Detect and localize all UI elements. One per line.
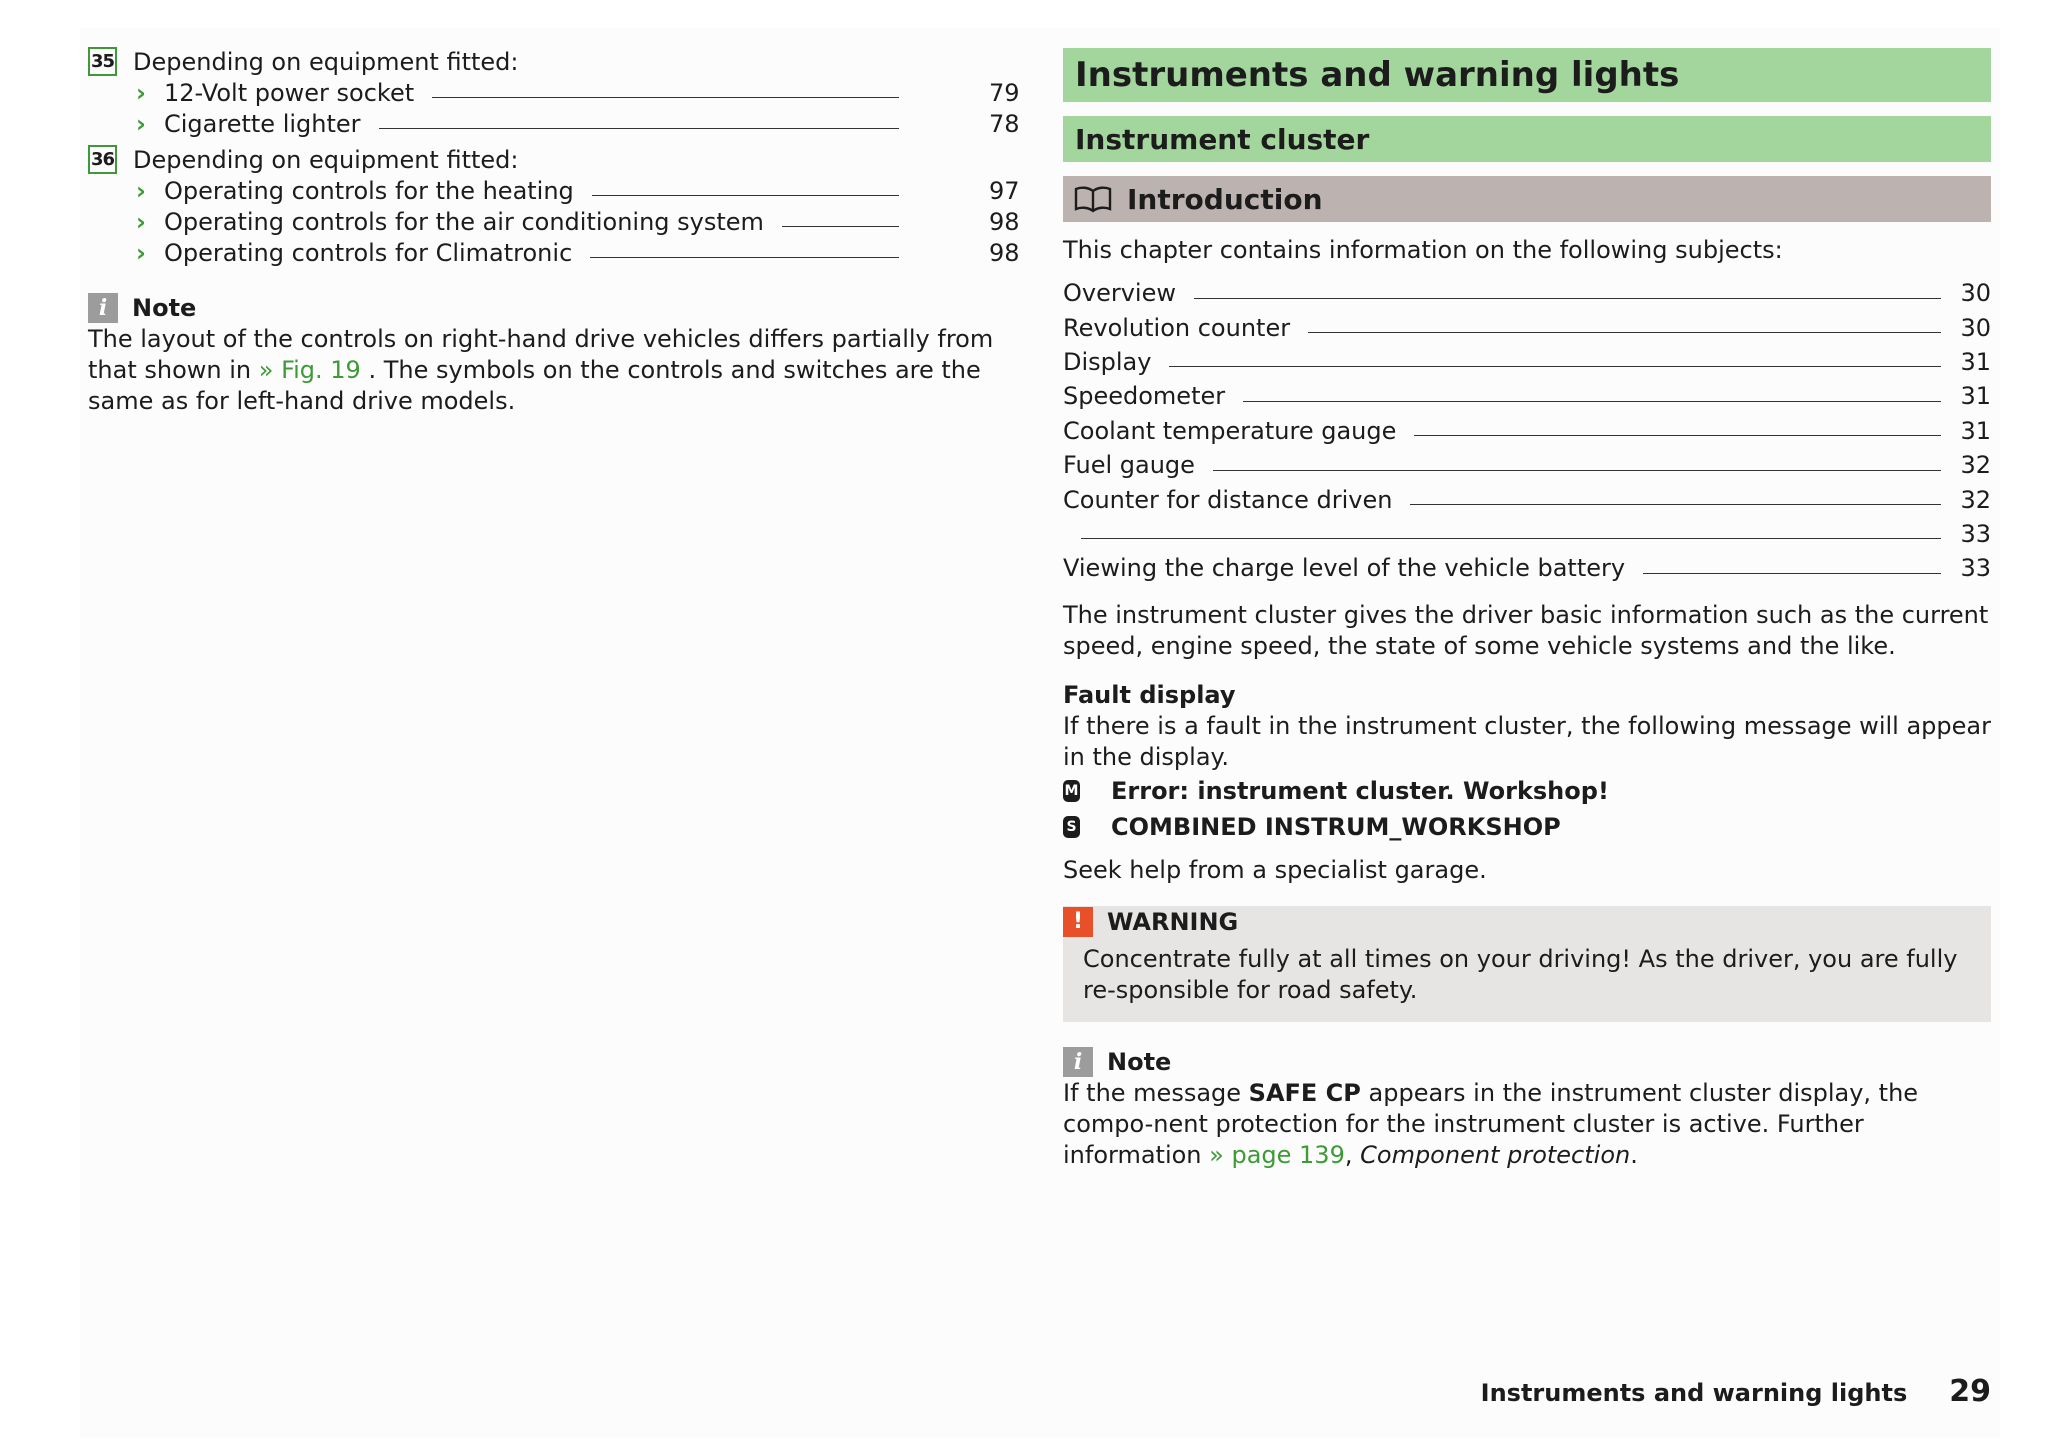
- item-number-badge: 36: [88, 145, 117, 174]
- toc-entry[interactable]: [88, 77, 1020, 108]
- toc-entry[interactable]: [88, 206, 1020, 237]
- warning-text: Concentrate fully at all times on your driving! As the driver, you are fully re-sponsible for road safety.: [1083, 944, 1958, 1004]
- dotted-leader: [1643, 573, 1941, 574]
- note-text: The layout of the controls on right-hand drive vehicles differs partially from that shown in » Fig. 19 . The symbols on the controls and switches are the same as for left-hand drive models.: [88, 325, 994, 415]
- fault-display-text: If there is a fault in the instrument cluster, the following message will appear in the display.: [1063, 711, 1991, 771]
- toc-entry-page: 78: [989, 109, 1020, 138]
- toc-entry-label: Operating controls for the air conditioning system: [164, 207, 764, 236]
- toc-entry-label: Cigarette lighter: [164, 109, 361, 138]
- page-number: 29: [1949, 1374, 1991, 1409]
- chevron-right-icon: ›: [136, 176, 146, 205]
- item-text: Depending on equipment fitted:: [133, 47, 519, 76]
- open-book-icon: [1073, 185, 1113, 213]
- dotted-leader: [379, 128, 899, 129]
- section-title: Instrument cluster: [1063, 116, 1991, 162]
- safe-cp-label: SAFE CP: [1248, 1078, 1361, 1107]
- toc-entry[interactable]: [88, 237, 1020, 268]
- note-heading: [1063, 1046, 1991, 1078]
- toc-entry[interactable]: Overview 30: [1063, 279, 1991, 308]
- dotted-leader: [1410, 504, 1941, 505]
- chevron-right-icon: ›: [136, 207, 146, 236]
- toc-entry-page: 98: [989, 238, 1020, 267]
- subsection-heading: [1063, 176, 1991, 222]
- display-message: [1063, 773, 1991, 809]
- dotted-leader: [1081, 538, 1941, 539]
- warning-heading: [1063, 906, 1971, 938]
- equipment-item: [88, 144, 1013, 175]
- page-footer: [1481, 1374, 1991, 1409]
- left-column: [88, 46, 1020, 417]
- toc-entry-label: Operating controls for the heating: [164, 176, 574, 205]
- note-title: Note: [132, 294, 197, 322]
- dotted-leader: [1169, 366, 1941, 367]
- toc-entry[interactable]: [88, 175, 1020, 206]
- item-text: Depending on equipment fitted:: [133, 145, 519, 174]
- seek-help-text: Seek help from a specialist garage.: [1063, 855, 1487, 884]
- equipment-list: [88, 46, 1020, 268]
- info-icon: i: [88, 293, 118, 323]
- dotted-leader: [432, 97, 899, 98]
- right-column: [1063, 48, 1991, 1171]
- toc-entry[interactable]: Display 31: [1063, 347, 1991, 376]
- dotted-leader: [1414, 435, 1941, 436]
- display-message-text: Error: instrument cluster. Workshop!: [1111, 776, 1609, 805]
- note-heading: [88, 292, 1013, 324]
- chevron-right-icon: ›: [136, 238, 146, 267]
- toc-entry-page: 97: [989, 176, 1020, 205]
- display-message: [1063, 809, 1991, 845]
- note-text: If the message SAFE CP appears in the instrument cluster display, the compo-nent protection for the instrument cluster is active. Further information » page 139, Component protection.: [1063, 1078, 1919, 1169]
- fault-display-heading: Fault display: [1063, 680, 1236, 709]
- dotted-leader: [592, 195, 899, 196]
- chapter-title: Instruments and warning lights: [1063, 48, 1991, 102]
- equipment-item: [88, 46, 1013, 77]
- intro-text: This chapter contains information on the following subjects:: [1063, 236, 1783, 264]
- toc-entry-label: 12-Volt power socket: [164, 78, 415, 107]
- item-number-badge: 35: [88, 47, 117, 76]
- info-icon: i: [1063, 1047, 1093, 1077]
- footer-chapter-title: Instruments and warning lights: [1480, 1379, 1908, 1407]
- warning-box: [1063, 906, 1991, 1022]
- figure-link[interactable]: » Fig. 19: [258, 356, 361, 384]
- note-title: Note: [1107, 1047, 1172, 1076]
- table-of-contents: [1063, 276, 1991, 586]
- dotted-leader: [1194, 298, 1941, 299]
- dotted-leader: [1213, 470, 1941, 471]
- exclamation-icon: !: [1063, 907, 1093, 937]
- dotted-leader: [782, 226, 899, 227]
- body-paragraph: The instrument cluster gives the driver basic information such as the current speed, engine speed, the state of some vehicle systems and the like.: [1063, 600, 1989, 660]
- chevron-right-icon: ›: [136, 109, 146, 138]
- toc-entry[interactable]: Coolant temperature gauge 31: [1063, 416, 1991, 445]
- toc-entry[interactable]: Speedometer 31: [1063, 382, 1991, 411]
- toc-entry[interactable]: Revolution counter 30: [1063, 313, 1991, 342]
- segment-display-icon: S: [1063, 816, 1080, 838]
- maxi-dot-display-icon: M: [1063, 780, 1080, 802]
- dotted-leader: [1308, 332, 1941, 333]
- toc-entry-page: 98: [989, 207, 1020, 236]
- toc-entry[interactable]: [88, 108, 1020, 139]
- toc-entry[interactable]: 33: [1063, 517, 1991, 551]
- toc-entry-label: Operating controls for Climatronic: [164, 238, 573, 267]
- dotted-leader: [590, 257, 899, 258]
- toc-entry[interactable]: Viewing the charge level of the vehicle battery 33: [1063, 554, 1991, 583]
- dotted-leader: [1243, 401, 1941, 402]
- toc-entry[interactable]: Fuel gauge 32: [1063, 451, 1991, 480]
- subsection-title: Introduction: [1127, 182, 1323, 216]
- cross-reference-title: Component protection: [1360, 1140, 1631, 1169]
- toc-entry[interactable]: Counter for distance driven 32: [1063, 485, 1991, 514]
- display-message-text: COMBINED INSTRUM_WORKSHOP: [1111, 812, 1561, 841]
- page-link[interactable]: » page 139: [1209, 1140, 1345, 1169]
- warning-title: WARNING: [1107, 907, 1239, 936]
- chevron-right-icon: ›: [136, 78, 146, 107]
- toc-entry-page: 79: [989, 78, 1020, 107]
